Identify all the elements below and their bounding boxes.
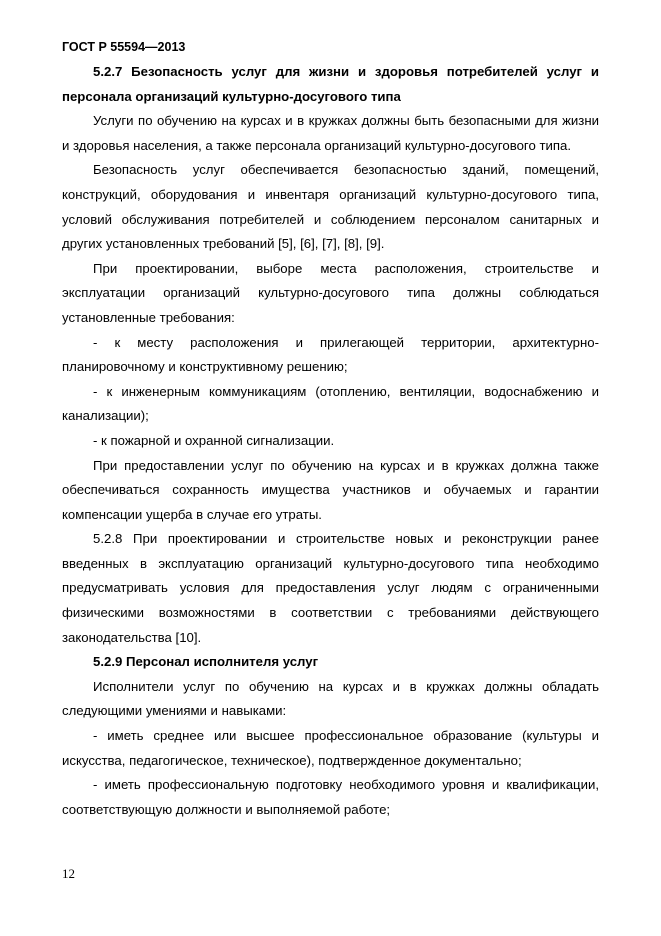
document-body bbox=[62, 60, 599, 822]
paragraph: При проектировании, выборе места расположения, строительстве и эксплуатации организаций культурно-досугового типа должны соблюдаться установленные требования: bbox=[62, 260, 599, 325]
section-heading-5-2-7: 5.2.7 Безопасность услуг для жизни и здоровья потребителей услуг и персонала организаций культурно-досугового типа bbox=[62, 64, 599, 104]
list-item: - к пожарной и охранной сигнализации. bbox=[93, 432, 335, 448]
list-item: - иметь среднее или высшее профессиональное образование (культуры и искусства, педагогическое, техническое), подтвержденное документально; bbox=[62, 728, 599, 768]
list-item: - к месту расположения и прилегающей территории, архитектурно-планировочному и конструктивному решению; bbox=[62, 334, 599, 375]
list-item: - иметь профессиональную подготовку необходимого уровня и квалификации, соответствующую должности и выполняемой работе; bbox=[62, 777, 599, 817]
paragraph: Безопасность услуг обеспечивается безопасностью зданий, помещений, конструкций, оборудования и инвентаря организаций культурно-досугового типа, условий обслуживания потребителей и соблюдением персоналом санитарных и других установленных требований [5], [6], [7], [8], [9]. bbox=[62, 162, 599, 252]
section-heading-5-2-9: 5.2.9 Персонал исполнителя услуг bbox=[93, 654, 319, 670]
list-item: - к инженерным коммуникациям (отоплению, вентиляции, водоснабжению и канализации); bbox=[62, 383, 599, 424]
paragraph: Исполнители услуг по обучению на курсах и в кружках должны обладать следующими умениями и навыками: bbox=[62, 678, 599, 719]
page-number: 12 bbox=[62, 866, 75, 881]
paragraph-5-2-8: 5.2.8 При проектировании и строительстве новых и реконструкции ранее введенных в эксплуатацию организаций культурно-досугового типа необходимо предусматривать условия для предоставления услуг людям с ограниченными физическими возможностями в соответствии с требованиями действующего законодательства [10]. bbox=[62, 531, 599, 645]
paragraph: Услуги по обучению на курсах и в кружках должны быть безопасными для жизни и здоровья населения, а также персонала организаций культурно-досугового типа. bbox=[62, 113, 599, 153]
document-header: ГОСТ Р 55594—2013 bbox=[62, 40, 186, 54]
paragraph: При предоставлении услуг по обучению на курсах и в кружках должна также обеспечиваться сохранность имущества участников и обучаемых и гарантии компенсации ущерба в случае его утраты. bbox=[62, 457, 599, 522]
